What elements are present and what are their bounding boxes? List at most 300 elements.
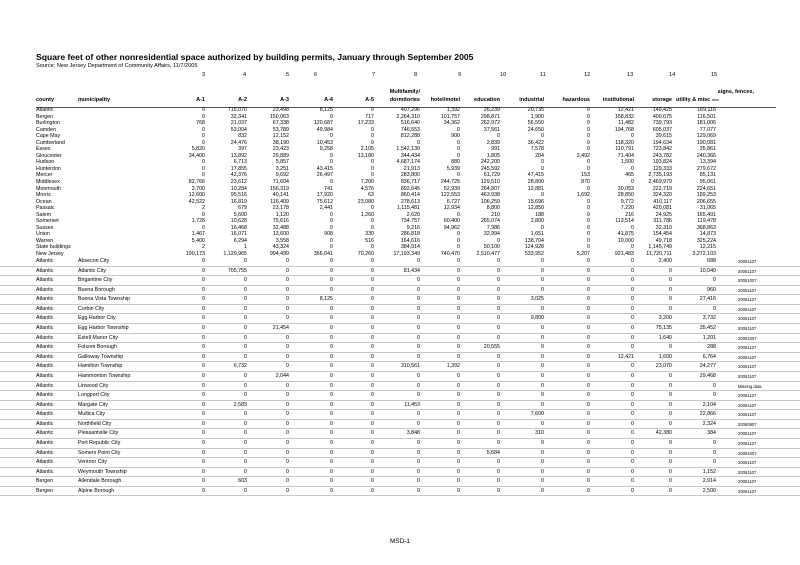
municipality-value: 0 xyxy=(371,325,374,332)
county-value: 106,259 xyxy=(480,198,500,205)
report-date: 20051107 xyxy=(738,306,757,312)
municipality-value: 0 xyxy=(330,382,333,389)
county-value: 129,069 xyxy=(696,133,716,140)
county-value: 0 xyxy=(330,218,333,225)
column-number: 3 xyxy=(202,72,206,78)
county-value: 28,800 xyxy=(527,179,544,186)
municipality-row xyxy=(0,468,800,478)
municipality-value: 2,583 xyxy=(233,401,247,408)
county-value: 10,453 xyxy=(316,139,333,146)
county-value: 61,729 xyxy=(483,172,500,179)
municipality-value: 0 xyxy=(457,353,460,360)
county-value: 6,713 xyxy=(233,159,247,166)
municipality-value: 0 xyxy=(631,420,634,427)
county-value: 0 xyxy=(457,126,460,133)
county-value: 245,592 xyxy=(480,165,500,172)
municipality-name: Buena Vista Township xyxy=(78,296,130,303)
county-value: 190,173 xyxy=(185,251,205,258)
county-value: 24,650 xyxy=(527,126,544,133)
municipality-value: 0 xyxy=(541,392,544,399)
municipality-value: 0 xyxy=(497,286,500,293)
county-value: 13,180 xyxy=(357,152,374,159)
municipality-value: 0 xyxy=(202,334,205,341)
municipality-value: 0 xyxy=(371,267,374,274)
county-value: 400,075 xyxy=(652,113,672,120)
county-value: 36,422 xyxy=(527,139,544,146)
county-value: 768 xyxy=(196,120,205,127)
municipality-value: 0 xyxy=(202,411,205,418)
county-value: 5,600 xyxy=(233,211,247,218)
county-value: 870 xyxy=(581,179,590,186)
municipality-county: Atlantic xyxy=(36,363,54,370)
municipality-value: 0 xyxy=(497,363,500,370)
municipality-row xyxy=(0,343,800,353)
header-storage: storage xyxy=(652,97,672,103)
county-value: 5,820 xyxy=(191,146,205,153)
column-number: 4 xyxy=(243,72,247,78)
county-value: 0 xyxy=(330,224,333,231)
county-value: 516,640 xyxy=(400,120,420,127)
report-date: 20050907 xyxy=(738,421,757,427)
county-value: 278,613 xyxy=(400,198,420,205)
municipality-value: 0 xyxy=(244,487,247,494)
municipality-value: 0 xyxy=(371,459,374,466)
report-date: 20051107 xyxy=(738,440,757,446)
county-value: 0 xyxy=(330,133,333,140)
municipality-value: 0 xyxy=(371,363,374,370)
municipality-value: 0 xyxy=(417,258,420,264)
county-value: 75,616 xyxy=(272,218,289,225)
county-value: 0 xyxy=(631,244,634,251)
county-value: 0 xyxy=(371,165,374,172)
municipality-value: 0 xyxy=(202,353,205,360)
county-value: 95,061 xyxy=(699,179,716,186)
municipality-value: 0 xyxy=(497,487,500,494)
county-name: Cape May xyxy=(36,133,61,140)
county-value: 43,324 xyxy=(272,244,289,251)
municipality-value: 0 xyxy=(202,392,205,399)
municipality-value: 0 xyxy=(330,420,333,427)
municipality-value: 0 xyxy=(286,334,289,341)
municipality-value: 3,848 xyxy=(406,430,420,437)
municipality-value: 0 xyxy=(497,392,500,399)
municipality-name: Mullica City xyxy=(78,411,106,418)
municipality-value: 0 xyxy=(541,478,544,485)
municipality-value: 0 xyxy=(541,363,544,370)
municipality-value: 1,201 xyxy=(702,334,716,341)
county-value: 1,260 xyxy=(360,211,374,218)
municipality-value: 0 xyxy=(202,286,205,293)
county-value: 9,216 xyxy=(406,224,420,231)
municipality-value: 0 xyxy=(286,267,289,274)
county-value: 42,376 xyxy=(230,172,247,179)
municipality-value: 0 xyxy=(631,277,634,284)
municipality-value: 0 xyxy=(669,277,672,284)
county-value: 165,491 xyxy=(696,211,716,218)
municipality-value: 0 xyxy=(244,334,247,341)
header-a3: A-3 xyxy=(280,97,289,103)
county-value: 9,258 xyxy=(319,146,333,153)
municipality-value: 0 xyxy=(202,296,205,303)
municipality-value: 0 xyxy=(417,277,420,284)
county-value: 153 xyxy=(581,172,590,179)
county-value: 812,288 xyxy=(400,133,420,140)
municipality-value: 0 xyxy=(417,344,420,351)
municipality-value: 384 xyxy=(707,430,716,437)
municipality-value: 0 xyxy=(587,258,590,264)
header-hotel: hotel/motel xyxy=(430,97,460,103)
column-number: 9 xyxy=(458,72,462,78)
municipality-value: 0 xyxy=(286,392,289,399)
county-value: 0 xyxy=(497,237,500,244)
county-value: 2,839 xyxy=(486,139,500,146)
municipality-value: 2,914 xyxy=(702,478,716,485)
municipality-value: 0 xyxy=(371,468,374,475)
municipality-value: 0 xyxy=(541,420,544,427)
county-value: 16,071 xyxy=(230,231,247,238)
municipality-value: 0 xyxy=(587,478,590,485)
county-value: 8,125 xyxy=(319,107,333,113)
municipality-value: 0 xyxy=(330,392,333,399)
county-value: 2,492 xyxy=(576,152,590,159)
county-value: 7,200 xyxy=(360,179,374,186)
county-value: 194,634 xyxy=(652,139,672,146)
municipality-value: 0 xyxy=(587,325,590,332)
municipality-value: 0 xyxy=(330,267,333,274)
county-value: 0 xyxy=(541,133,544,140)
county-value: 0 xyxy=(330,159,333,166)
municipality-value: 0 xyxy=(497,382,500,389)
municipality-value: 0 xyxy=(587,420,590,427)
municipality-value: 0 xyxy=(631,468,634,475)
county-value: 164,616 xyxy=(400,237,420,244)
municipality-row xyxy=(0,286,800,296)
municipality-value: 0 xyxy=(202,382,205,389)
county-value: 0 xyxy=(330,113,333,120)
county-value: 12,850 xyxy=(527,205,544,212)
county-name: Somerset xyxy=(36,218,59,225)
county-name: Essex xyxy=(36,146,51,153)
county-value: 11,482 xyxy=(618,120,634,127)
header-multifamily-line2: dormitories xyxy=(389,97,420,103)
report-date: 20051107 xyxy=(738,373,757,379)
county-name: Camden xyxy=(36,126,57,133)
municipality-value: 0 xyxy=(286,449,289,456)
header-signs-label: utility & misc xyxy=(676,97,711,103)
county-value: 1,392 xyxy=(446,107,460,113)
county-value: 37,561 xyxy=(483,126,500,133)
municipality-value: 3,200 xyxy=(658,315,672,322)
report-date: 20051007 xyxy=(738,278,757,284)
municipality-name: Northfield City xyxy=(78,420,112,427)
county-value: 0 xyxy=(202,211,205,218)
county-value: 34,362 xyxy=(443,120,460,127)
municipality-value: 29,468 xyxy=(699,372,716,379)
county-value: 216 xyxy=(625,211,634,218)
county-value: 2,620 xyxy=(406,211,420,218)
municipality-value: 0 xyxy=(669,344,672,351)
header-signs-line2 xyxy=(676,97,719,104)
header-signs-line1: signs, fences, xyxy=(717,89,754,95)
county-value: 29,889 xyxy=(272,152,289,159)
county-value: 17,193,349 xyxy=(393,251,420,258)
county-value: 12,600 xyxy=(188,192,205,199)
report-date: 20051107 xyxy=(738,287,757,293)
municipality-value: 0 xyxy=(669,382,672,389)
municipality-value: 0 xyxy=(457,325,460,332)
municipality-value: 0 xyxy=(587,296,590,303)
municipality-value: 0 xyxy=(244,392,247,399)
municipality-value: 0 xyxy=(587,411,590,418)
municipality-value: 0 xyxy=(631,296,634,303)
county-value: 2,105 xyxy=(360,146,374,153)
municipality-value: 0 xyxy=(244,296,247,303)
county-value: 0 xyxy=(330,237,333,244)
county-value: 740,470 xyxy=(440,251,460,258)
municipality-value: 0 xyxy=(713,305,716,312)
county-value: 23,080 xyxy=(357,198,374,205)
municipality-value: 0 xyxy=(202,258,205,264)
municipality-value: 0 xyxy=(631,363,634,370)
municipality-value: 603 xyxy=(238,478,247,485)
county-value: 7,986 xyxy=(486,224,500,231)
municipality-value: 0 xyxy=(330,372,333,379)
municipality-value: 0 xyxy=(202,401,205,408)
municipality-name: Pleasantville City xyxy=(78,430,119,437)
report-date: 20051107 xyxy=(738,460,757,466)
column-number: 13 xyxy=(627,72,634,78)
county-value: 242,200 xyxy=(480,159,500,166)
county-value: 264,807 xyxy=(480,185,500,192)
municipality-value: 0 xyxy=(371,487,374,494)
county-value: 32,994 xyxy=(483,231,500,238)
county-value: 311,786 xyxy=(653,218,672,225)
county-value: 16,819 xyxy=(230,198,247,205)
county-value: 15,696 xyxy=(527,198,544,205)
county-value: 5,400 xyxy=(191,237,205,244)
municipality-row xyxy=(0,429,800,439)
county-name: Monmouth xyxy=(36,185,62,192)
municipality-county: Atlantic xyxy=(36,353,54,360)
municipality-value: 6,764 xyxy=(702,353,716,360)
county-value: 119,478 xyxy=(697,218,716,225)
county-value: 0 xyxy=(202,113,205,120)
page-footer: MSD-1 xyxy=(390,538,410,545)
municipality-value: 0 xyxy=(371,478,374,485)
municipality-value: 0 xyxy=(371,296,374,303)
municipality-value: 0 xyxy=(244,277,247,284)
municipality-name: Buena Borough xyxy=(78,286,115,293)
municipality-value: 0 xyxy=(631,315,634,322)
municipality-value: 0 xyxy=(286,459,289,466)
municipality-value: 0 xyxy=(587,392,590,399)
county-value: 20,735 xyxy=(527,107,544,113)
municipality-value: 705,755 xyxy=(227,267,247,274)
county-value: 0 xyxy=(371,244,374,251)
county-value: 463,938 xyxy=(480,192,500,199)
municipality-value: 0 xyxy=(371,315,374,322)
municipality-value: 0 xyxy=(371,344,374,351)
municipality-value: 0 xyxy=(497,305,500,312)
county-value: 120,687 xyxy=(313,120,333,127)
county-value: 298,871 xyxy=(480,113,500,120)
report-date: Missing data xyxy=(738,383,762,389)
municipality-row xyxy=(0,420,800,430)
county-value: 156,319 xyxy=(269,185,289,192)
municipality-value: 0 xyxy=(541,449,544,456)
county-value: 0 xyxy=(541,159,544,166)
county-value: 330 xyxy=(365,231,374,238)
county-value: 189,253 xyxy=(696,192,716,199)
county-value: 0 xyxy=(202,165,205,172)
county-value: 0 xyxy=(631,179,634,186)
county-value: 0 xyxy=(587,120,590,127)
municipality-value: 0 xyxy=(244,258,247,264)
municipality-value: 0 xyxy=(587,439,590,446)
municipality-value: 0 xyxy=(541,353,544,360)
municipality-county: Atlantic xyxy=(36,459,54,466)
county-value: 262,972 xyxy=(480,120,500,127)
municipality-value: 9,800 xyxy=(530,315,544,322)
county-value: 0 xyxy=(587,133,590,140)
county-value: 85,131 xyxy=(699,172,716,179)
county-value: 734,757 xyxy=(400,218,420,225)
county-name: Union xyxy=(36,231,50,238)
municipality-county: Atlantic xyxy=(36,258,54,264)
county-name: Hudson xyxy=(36,159,55,166)
municipality-name: Allendale Borough xyxy=(78,478,122,485)
county-value: 129,510 xyxy=(480,179,500,186)
county-value: 2,510,477 xyxy=(476,251,500,258)
municipality-row xyxy=(0,353,800,363)
municipality-name: Folsom Borough xyxy=(78,344,117,351)
county-value: 56,550 xyxy=(527,120,544,127)
county-value: 0 xyxy=(541,192,544,199)
report-date: 20051107 xyxy=(738,354,757,360)
county-value: 0 xyxy=(330,211,333,218)
county-value: 1,120 xyxy=(275,211,289,218)
municipality-value: 0 xyxy=(371,353,374,360)
municipality-row xyxy=(0,439,800,449)
municipality-value: 0 xyxy=(330,449,333,456)
municipality-value: 0 xyxy=(202,468,205,475)
county-value: 12,421 xyxy=(617,107,634,113)
municipality-value: 0 xyxy=(330,478,333,485)
report-date: 20051107 xyxy=(738,268,757,274)
county-value: 1,692 xyxy=(576,192,590,199)
county-value: 0 xyxy=(457,237,460,244)
report-date: 20051107 xyxy=(738,431,757,437)
municipality-value: 0 xyxy=(371,449,374,456)
municipality-county: Atlantic xyxy=(36,411,54,418)
municipality-county: Atlantic xyxy=(36,439,54,446)
municipality-value: 0 xyxy=(457,392,460,399)
municipality-value: 0 xyxy=(330,344,333,351)
municipality-value: 3,025 xyxy=(530,296,544,303)
municipality-value: 0 xyxy=(286,286,289,293)
municipality-value: 0 xyxy=(457,315,460,322)
municipality-value: 0 xyxy=(330,277,333,284)
municipality-value: 0 xyxy=(244,315,247,322)
municipality-value: 0 xyxy=(286,363,289,370)
municipality-value: 0 xyxy=(497,277,500,284)
county-value: 32,310 xyxy=(655,224,672,231)
municipality-county: Atlantic xyxy=(36,277,54,284)
county-value: 23,612 xyxy=(230,179,247,186)
municipality-row xyxy=(0,410,800,420)
municipality-value: 0 xyxy=(497,353,500,360)
county-name: Bergen xyxy=(36,113,54,120)
municipality-value: 0 xyxy=(330,411,333,418)
municipality-value: 0 xyxy=(457,372,460,379)
county-value: 40,141 xyxy=(272,192,289,199)
municipality-value: 0 xyxy=(244,468,247,475)
county-value: 94,962 xyxy=(443,224,460,231)
municipality-value: 0 xyxy=(669,305,672,312)
municipality-value: 0 xyxy=(244,459,247,466)
county-value: 17,855 xyxy=(230,165,247,172)
county-value: 1,500 xyxy=(620,159,634,166)
county-value: 110,791 xyxy=(615,146,634,153)
county-value: 10,000 xyxy=(617,237,634,244)
municipality-value: 2,044 xyxy=(275,372,289,379)
county-value: 21,913 xyxy=(403,165,420,172)
county-value: 2 xyxy=(202,205,205,212)
county-value: 723,842 xyxy=(652,146,672,153)
municipality-value: 7,600 xyxy=(530,411,544,418)
county-value: 465 xyxy=(625,172,634,179)
municipality-row xyxy=(0,276,800,286)
county-value: 1,145,749 xyxy=(648,244,672,251)
county-value: 23,423 xyxy=(272,146,289,153)
municipality-value: 0 xyxy=(669,439,672,446)
county-value: 39,615 xyxy=(655,133,672,140)
county-name: Atlantic xyxy=(36,107,54,113)
municipality-value: 0 xyxy=(631,401,634,408)
municipality-value: 12,421 xyxy=(617,353,634,360)
municipality-value: 0 xyxy=(417,411,420,418)
county-value: 67,338 xyxy=(272,120,289,127)
municipality-value: 960 xyxy=(707,286,716,293)
county-value: 0 xyxy=(371,133,374,140)
municipality-value: 0 xyxy=(244,449,247,456)
county-name: Ocean xyxy=(36,198,52,205)
municipality-value: 10,040 xyxy=(699,267,716,274)
county-value: 11,720,711 xyxy=(646,251,672,258)
municipality-value: 0 xyxy=(587,459,590,466)
county-value: 279,672 xyxy=(696,165,716,172)
county-name: Hunterdon xyxy=(36,165,61,172)
municipality-value: 0 xyxy=(587,487,590,494)
county-value: 0 xyxy=(371,172,374,179)
county-value: 1,115,481 xyxy=(396,205,420,212)
municipality-value: 0 xyxy=(244,439,247,446)
municipality-row xyxy=(0,458,800,468)
municipality-value: 0 xyxy=(541,277,544,284)
municipality-value: 0 xyxy=(587,430,590,437)
county-value: 0 xyxy=(371,224,374,231)
municipality-value: 0 xyxy=(244,411,247,418)
municipality-name: Linwood City xyxy=(78,382,109,389)
municipality-value: 22,866 xyxy=(699,411,716,418)
county-value: 24,925 xyxy=(655,211,672,218)
municipality-value: 0 xyxy=(371,305,374,312)
county-value: 63 xyxy=(368,192,374,199)
county-value: 10,284 xyxy=(230,185,247,192)
municipality-name: Estell Manor City xyxy=(78,334,119,341)
county-value: 1,467 xyxy=(191,231,205,238)
municipality-value: 0 xyxy=(457,401,460,408)
